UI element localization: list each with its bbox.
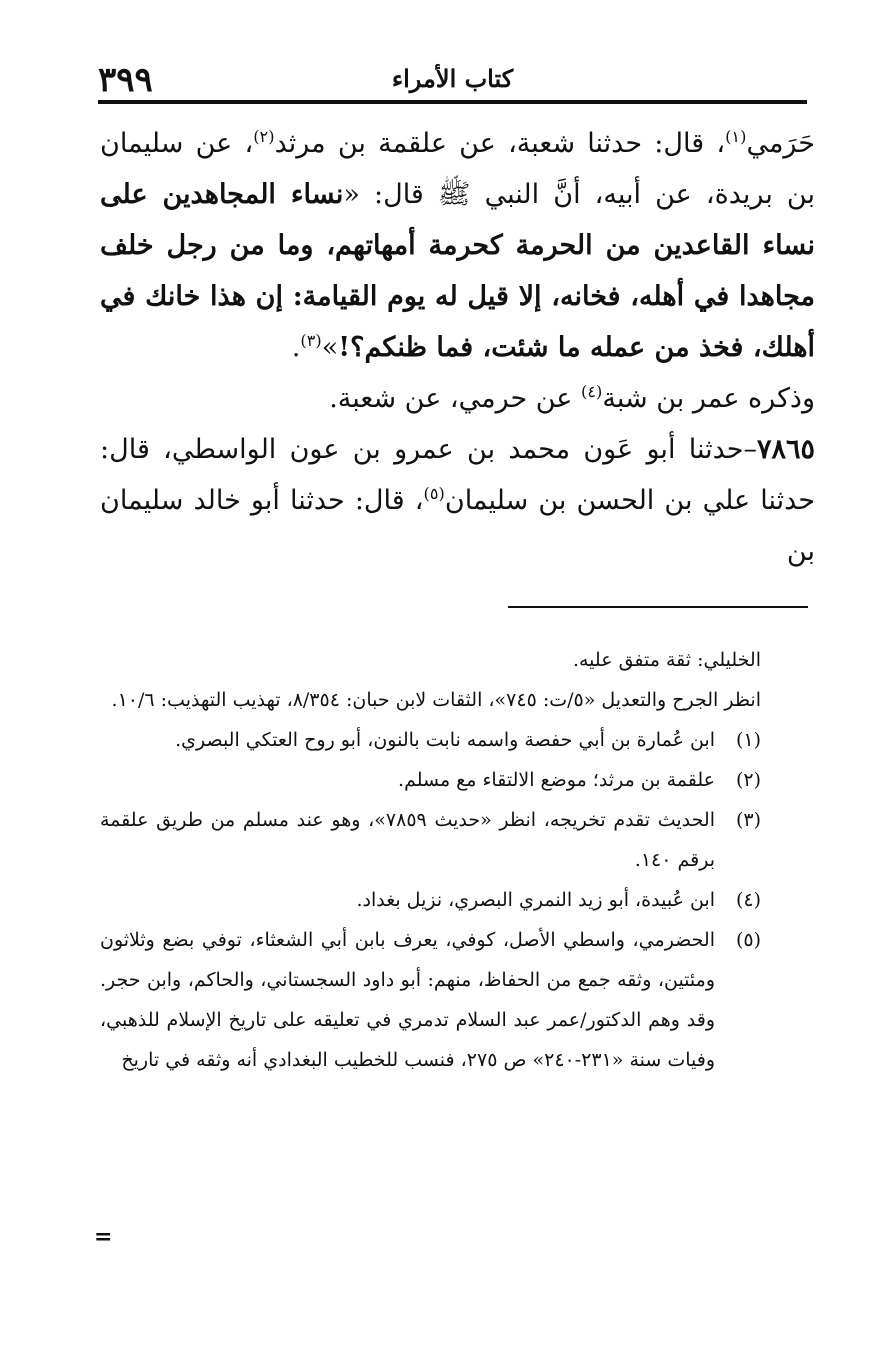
footnote [100, 880, 761, 920]
text-run: . [291, 332, 301, 363]
footnote-mark: (٥) [735, 929, 761, 951]
footnote-text: ابن عُمارة بن أبي حفصة واسمه نابت بالنون، أبو روح العتكي البصري. [175, 729, 715, 751]
footnote-ref: (٤) [581, 382, 603, 401]
text-run: ، قال: حدثنا أبو خالد سليمان بن [100, 485, 815, 567]
page-number: ٣٩٩ [98, 60, 153, 100]
footnote-mark: (٣) [735, 809, 761, 831]
footnote-mark: (١) [735, 729, 761, 751]
text-run: عن حرمي، عن شعبة. [329, 383, 581, 414]
attribution-paragraph [100, 373, 815, 424]
footnote-ref: (٥) [423, 484, 445, 503]
text-run: وذكره عمر بن شبة [602, 383, 815, 414]
footnote-mark: (٤) [735, 889, 761, 911]
footnote-text: ابن عُبيدة، أبو زيد النمري البصري، نزيل بغداد. [356, 889, 715, 911]
page-header [98, 58, 807, 102]
hadith-matn: نساء المجاهدين على نساء القاعدين من الحرمة كحرمة أمهاتهم، وما من رجل خلف مجاهدا في أهله، فخانه، إلا قيل له يوم القيامة: إن هذا خانك في أهلك، فخذ من عمله ما شئت، فما ظنكم؟! [100, 179, 815, 363]
footnote [100, 720, 761, 760]
footnote-ref: (١) [725, 127, 747, 146]
footnote-text: علقمة بن مرثد؛ موضع الالتقاء مع مسلم. [398, 769, 715, 791]
footnote-separator [508, 606, 808, 608]
footnote-ref: (٢) [253, 127, 275, 146]
continuation-mark: = [94, 1224, 113, 1250]
hadith-number: ٧٨٦٥ [756, 434, 815, 465]
main-text [100, 118, 815, 577]
text-run: » [321, 332, 339, 363]
footnotes [100, 640, 761, 1080]
footnote [100, 800, 761, 880]
text-run: ، قال: حدثنا شعبة، عن علقمة بن مرثد [274, 128, 726, 159]
text-run: –حدثنا أبو عَون محمد بن عمرو بن عون الواسطي، قال: حدثنا علي بن الحسن بن سليمان [100, 434, 815, 516]
footnote [100, 760, 761, 800]
footnote-continuation: انظر الجرح والتعديل «٥/ت: ٧٤٥»، الثقات لابن حبان: ٨/٣٥٤، تهذيب التهذيب: ١٠/٦. [111, 689, 761, 711]
footnote-text: الحضرمي، واسطي الأصل، كوفي، يعرف بابن أبي الشعثاء، توفي بضع وثلاثون ومئتين، وثقه جمع من الحفاظ، منهم: أبو داود السجستاني، والحاكم، وابن حجر. وقد وهم الدكتور/عمر عبد السلام تدمري في تعليقه على تاريخ الإسلام للذهبي، وفيات سنة «٢٣١-٢٤٠» ص ٢٧٥، فنسب للخطيب البغدادي أنه وثقه في تاريخ [100, 929, 715, 1071]
footnote-mark: (٢) [735, 769, 761, 791]
hadith-paragraph [100, 424, 815, 577]
footnote [100, 920, 761, 1080]
hadith-paragraph [100, 118, 815, 373]
footnote-continuation: الخليلي: ثقة متفق عليه. [572, 649, 761, 671]
text-run: حَرَمي [746, 128, 815, 159]
running-title: كتاب الأمراء [391, 64, 514, 93]
footnote-text: الحديث تقدم تخريجه، انظر «حديث ٧٨٥٩»، وهو عند مسلم من طريق علقمة برقم ١٤٠. [100, 809, 715, 871]
text-run: ، عن سليمان بن بريدة، عن أبيه، أنَّ النبي ﷺ قال: « [100, 128, 815, 210]
footnote-ref: (٣) [300, 331, 322, 350]
header-rule [98, 100, 807, 104]
